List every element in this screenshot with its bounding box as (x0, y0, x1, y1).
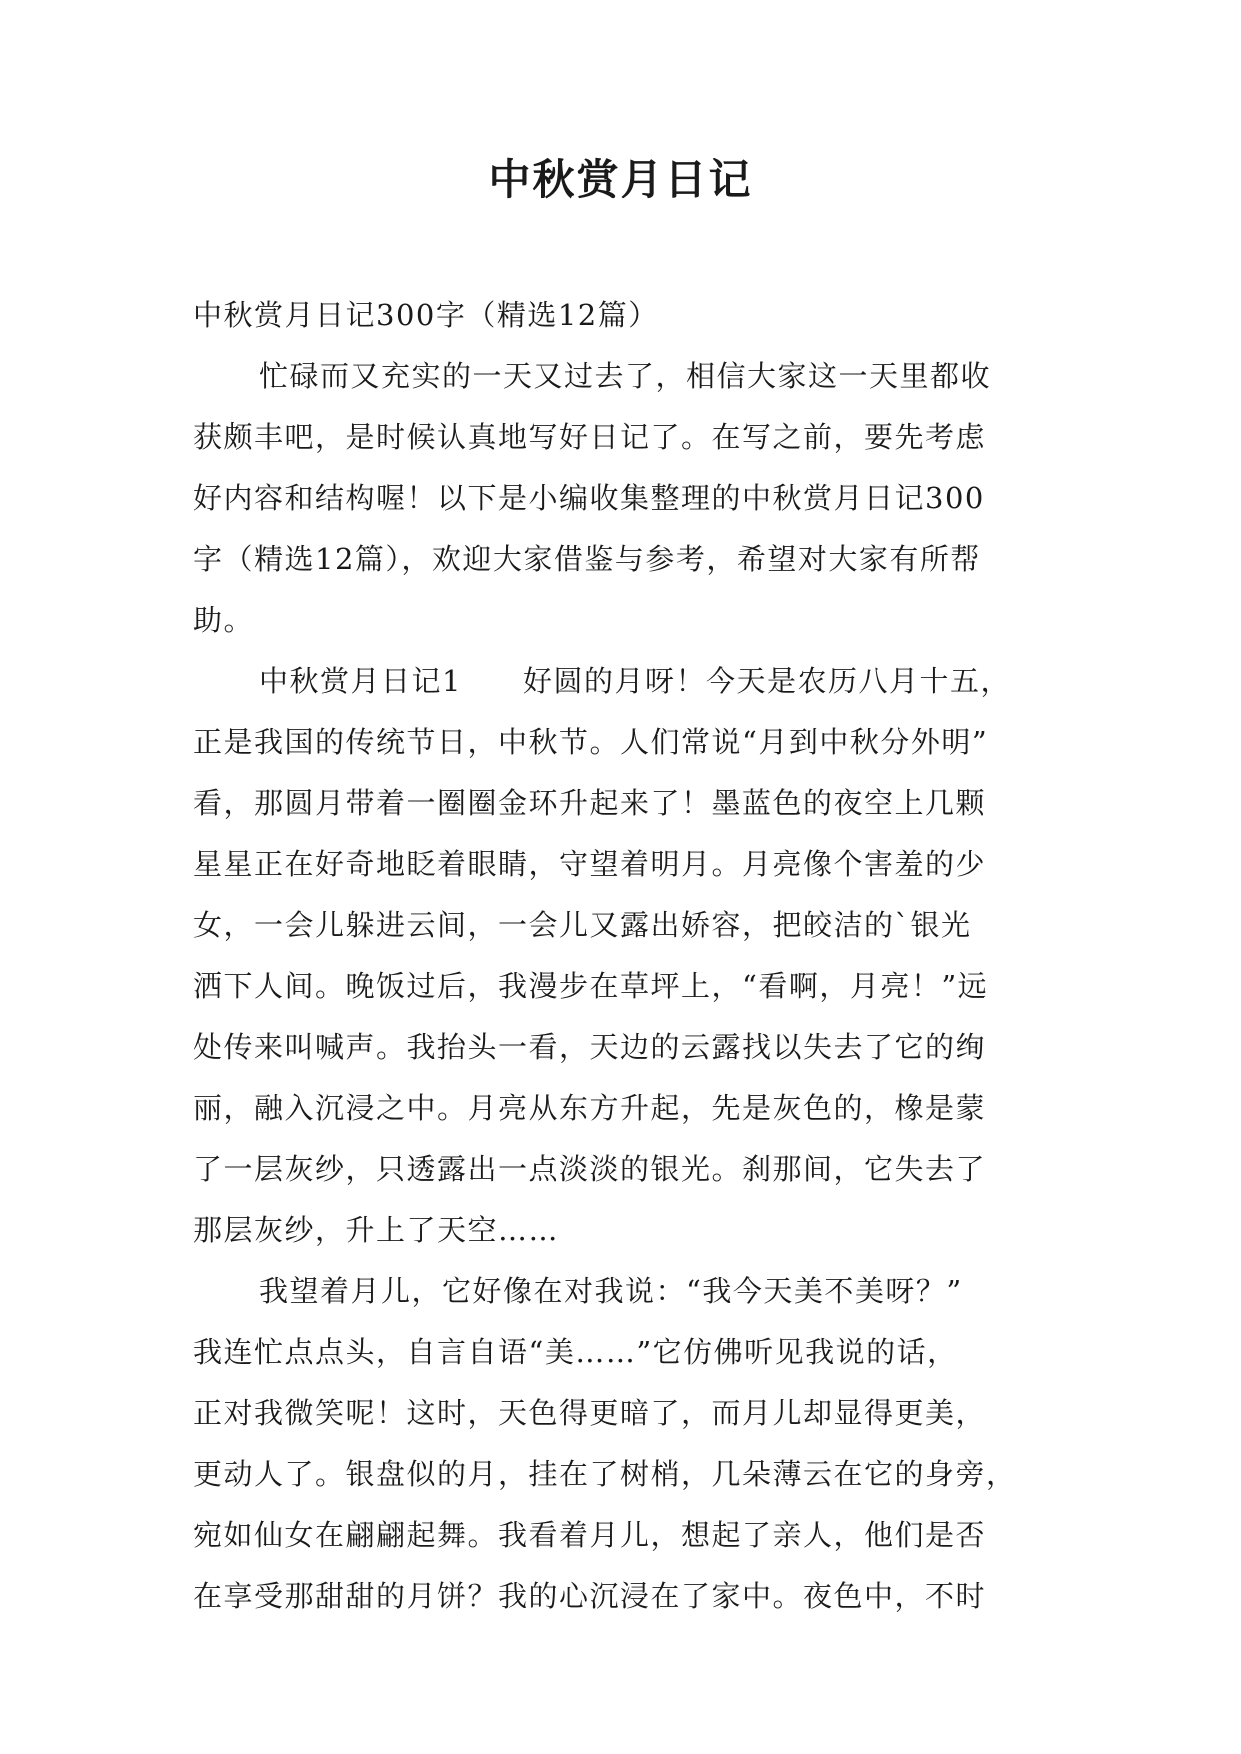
paragraph-line: 我望着月儿，它好像在对我说：“我今天美不美呀？” (259, 1274, 963, 1308)
paragraph-line: 获颇丰吧，是时候认真地写好日记了。在写之前，要先考虑 (193, 420, 987, 454)
subtitle-line: 中秋赏月日记300字（精选12篇） (193, 298, 659, 332)
paragraph-line: 洒下人间。晚饭过后，我漫步在草坪上，“看啊，月亮！”远 (193, 969, 989, 1003)
paragraph-line: 了一层灰纱，只透露出一点淡淡的银光。刹那间，它失去了 (193, 1152, 987, 1186)
paragraph-line: 女，一会儿躲进云间，一会儿又露出娇容，把皎洁的`银光 (193, 908, 972, 942)
paragraph-line: 好内容和结构喔！以下是小编收集整理的中秋赏月日记300 (193, 481, 985, 515)
paragraph-line: 忙碌而又充实的一天又过去了，相信大家这一天里都收 (259, 359, 992, 393)
paragraph-line: 丽，融入沉浸之中。月亮从东方升起，先是灰色的，橡是蒙 (193, 1091, 987, 1125)
paragraph-line: 助。 (193, 603, 255, 637)
paragraph-line: 星星正在好奇地眨着眼睛，守望着明月。月亮像个害羞的少 (193, 847, 987, 881)
paragraph-line: 在享受那甜甜的月饼？我的心沉浸在了家中。夜色中，不时 (193, 1579, 987, 1613)
paragraph-line: 处传来叫喊声。我抬头一看，天边的云露找以失去了它的绚 (193, 1030, 987, 1064)
paragraph-line: 字（精选12篇），欢迎大家借鉴与参考，希望对大家有所帮 (193, 542, 981, 576)
document-title: 中秋赏月日记 (488, 155, 753, 204)
paragraph-line: 那层灰纱，升上了天空…… (193, 1213, 560, 1247)
paragraph-line: 正对我微笑呢！这时，天色得更暗了，而月儿却显得更美， (193, 1396, 987, 1430)
paragraph-line: 正是我国的传统节日，中秋节。人们常说“月到中秋分外明” (193, 725, 989, 759)
paragraph-line: 宛如仙女在翩翩起舞。我看着月儿，想起了亲人，他们是否 (193, 1518, 987, 1552)
paragraph-line: 更动人了。银盘似的月，挂在了树梢，几朵薄云在它的身旁， (193, 1457, 1017, 1491)
paragraph-line: 看，那圆月带着一圈圈金环升起来了！墨蓝色的夜空上几颗 (193, 786, 987, 820)
paragraph-line: 我连忙点点头，自言自语“美……”它仿佛听见我说的话， (193, 1335, 958, 1369)
paragraph-line: 中秋赏月日记1 好圆的月呀！今天是农历八月十五， (259, 664, 1011, 698)
document-body (193, 285, 1073, 1627)
